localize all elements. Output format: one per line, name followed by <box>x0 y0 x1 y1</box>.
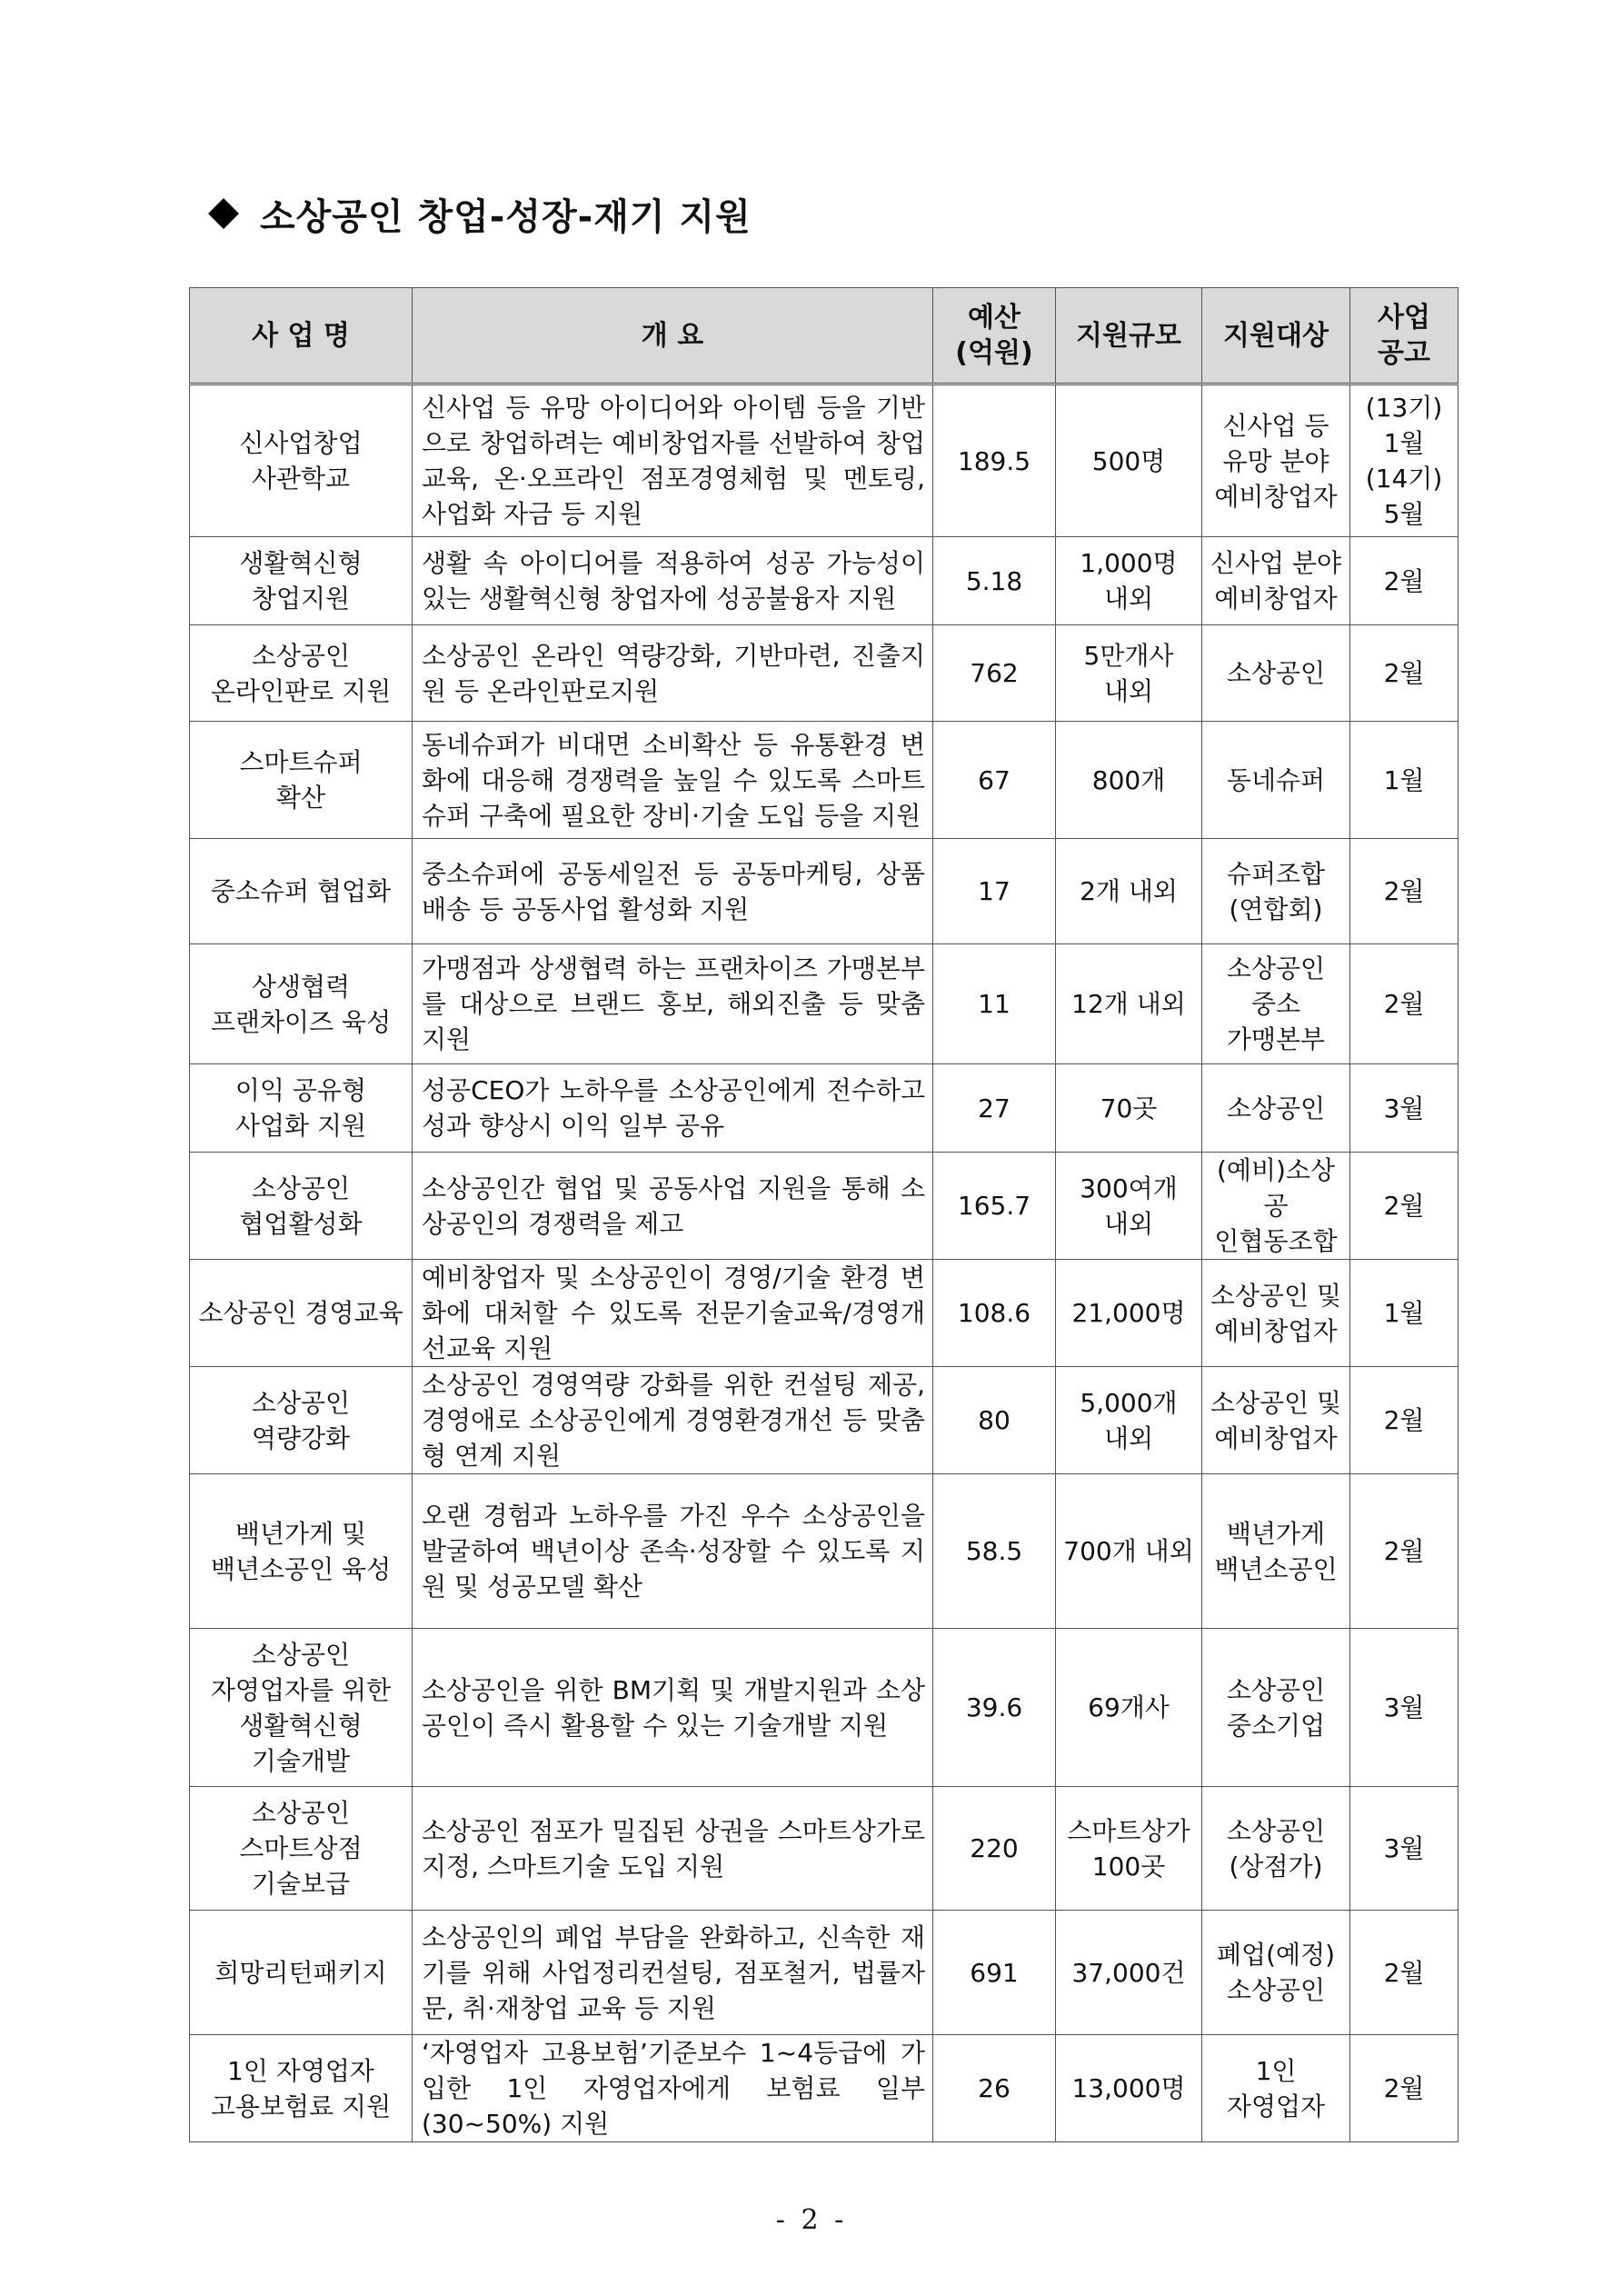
program-name-cell: 소상공인 협업활성화 <box>190 1153 413 1260</box>
support-target-cell: 폐업(예정) 소상공인 <box>1202 1911 1350 2035</box>
notice-month-cell: (13기) 1월 (14기) 5월 <box>1350 384 1459 537</box>
budget-cell: 58.5 <box>933 1474 1056 1629</box>
support-scale-cell: 13,000명 <box>1056 2035 1202 2142</box>
program-name-cell: 생활혁신형 창업지원 <box>190 537 413 625</box>
budget-cell: 691 <box>933 1911 1056 2035</box>
header-overview: 개 요 <box>413 288 933 384</box>
support-scale-cell: 2개 내외 <box>1056 839 1202 944</box>
table-row <box>190 1911 1459 2035</box>
support-target-cell: 동네슈퍼 <box>1202 722 1350 839</box>
notice-month-cell: 2월 <box>1350 839 1459 944</box>
table-row <box>190 1064 1459 1153</box>
page-number: - 2 - <box>775 2204 848 2236</box>
support-target-cell: 신사업 등 유망 분야 예비창업자 <box>1202 384 1350 537</box>
table-row <box>190 1153 1459 1260</box>
notice-month-cell: 3월 <box>1350 1787 1459 1911</box>
program-table <box>189 287 1459 2142</box>
notice-month-cell: 2월 <box>1350 1367 1459 1474</box>
program-overview-cell: 신사업 등 유망 아이디어와 아이템 등을 기반으로 창업하려는 예비창업자를 선발하여 창업교육, 온·오프라인 점포경영체험 및 멘토링, 사업화 자금 등 지원 <box>413 384 933 537</box>
program-name-cell: 중소슈퍼 협업화 <box>190 839 413 944</box>
program-name-cell: 소상공인 스마트상점 기술보급 <box>190 1787 413 1911</box>
budget-cell: 165.7 <box>933 1153 1056 1260</box>
program-name-cell: 1인 자영업자 고용보험료 지원 <box>190 2035 413 2142</box>
program-name-cell: 소상공인 경영교육 <box>190 1260 413 1367</box>
support-scale-cell: 500명 <box>1056 384 1202 537</box>
budget-cell: 26 <box>933 2035 1056 2142</box>
diamond-bullet-icon <box>208 198 239 229</box>
budget-cell: 762 <box>933 625 1056 722</box>
section-title-text: 소상공인 창업-성장-재기 지원 <box>260 195 752 238</box>
table-row <box>190 2035 1459 2142</box>
program-overview-cell: 성공CEO가 노하우를 소상공인에게 전수하고 성과 향상시 이익 일부 공유 <box>413 1064 933 1153</box>
section-title <box>207 182 752 245</box>
support-target-cell: 소상공인 중소기업 <box>1202 1629 1350 1787</box>
support-scale-cell: 300여개 내외 <box>1056 1153 1202 1260</box>
support-target-cell: 소상공인 (상점가) <box>1202 1787 1350 1911</box>
support-target-cell: 소상공인 <box>1202 625 1350 722</box>
program-overview-cell: 예비창업자 및 소상공인이 경영/기술 환경 변화에 대처할 수 있도록 전문기술교육/경영개선교육 지원 <box>413 1260 933 1367</box>
program-overview-cell: 소상공인 경영역량 강화를 위한 컨설팅 제공, 경영애로 소상공인에게 경영환경개선 등 맞춤형 연계 지원 <box>413 1367 933 1474</box>
budget-cell: 27 <box>933 1064 1056 1153</box>
support-target-cell: (예비)소상공 인협동조합 <box>1202 1153 1350 1260</box>
table-row <box>190 384 1459 537</box>
program-name-cell: 백년가게 및 백년소공인 육성 <box>190 1474 413 1629</box>
table-row <box>190 1474 1459 1629</box>
notice-month-cell: 3월 <box>1350 1064 1459 1153</box>
program-name-cell: 상생협력 프랜차이즈 육성 <box>190 944 413 1064</box>
support-scale-cell: 700개 내외 <box>1056 1474 1202 1629</box>
program-name-cell: 스마트슈퍼 확산 <box>190 722 413 839</box>
notice-month-cell: 2월 <box>1350 944 1459 1064</box>
support-scale-cell: 12개 내외 <box>1056 944 1202 1064</box>
support-target-cell: 소상공인 및 예비창업자 <box>1202 1367 1350 1474</box>
header-notice: 사업 공고 <box>1350 288 1459 384</box>
support-scale-cell: 스마트상가 100곳 <box>1056 1787 1202 1911</box>
support-scale-cell: 70곳 <box>1056 1064 1202 1153</box>
budget-cell: 108.6 <box>933 1260 1056 1367</box>
table-row <box>190 1260 1459 1367</box>
program-overview-cell: 생활 속 아이디어를 적용하여 성공 가능성이 있는 생활혁신형 창업자에 성공불융자 지원 <box>413 537 933 625</box>
support-target-cell: 신사업 분야 예비창업자 <box>1202 537 1350 625</box>
table-row <box>190 1367 1459 1474</box>
budget-cell: 189.5 <box>933 384 1056 537</box>
program-name-cell: 이익 공유형 사업화 지원 <box>190 1064 413 1153</box>
table-row <box>190 722 1459 839</box>
program-overview-cell: 소상공인의 폐업 부담을 완화하고, 신속한 재기를 위해 사업정리컨설팅, 점포철거, 법률자문, 취·재창업 교육 등 지원 <box>413 1911 933 2035</box>
table-row <box>190 944 1459 1064</box>
table-row <box>190 625 1459 722</box>
program-name-cell: 소상공인 온라인판로 지원 <box>190 625 413 722</box>
notice-month-cell: 1월 <box>1350 1260 1459 1367</box>
notice-month-cell: 2월 <box>1350 1153 1459 1260</box>
budget-cell: 80 <box>933 1367 1056 1474</box>
table-row <box>190 1787 1459 1911</box>
header-program-name: 사 업 명 <box>190 288 413 384</box>
program-overview-cell: 중소슈퍼에 공동세일전 등 공동마케팅, 상품배송 등 공동사업 활성화 지원 <box>413 839 933 944</box>
support-target-cell: 1인 자영업자 <box>1202 2035 1350 2142</box>
support-target-cell: 백년가게 백년소공인 <box>1202 1474 1350 1629</box>
support-scale-cell: 800개 <box>1056 722 1202 839</box>
support-target-cell: 소상공인 중소 가맹본부 <box>1202 944 1350 1064</box>
support-target-cell: 소상공인 <box>1202 1064 1350 1153</box>
program-name-cell: 소상공인 역량강화 <box>190 1367 413 1474</box>
budget-cell: 5.18 <box>933 537 1056 625</box>
header-support-scale: 지원규모 <box>1056 288 1202 384</box>
support-target-cell: 슈퍼조합 (연합회) <box>1202 839 1350 944</box>
budget-cell: 17 <box>933 839 1056 944</box>
notice-month-cell: 2월 <box>1350 2035 1459 2142</box>
header-support-target: 지원대상 <box>1202 288 1350 384</box>
header-budget: 예산 (억원) <box>933 288 1056 384</box>
program-overview-cell: 오랜 경험과 노하우를 가진 우수 소상공인을 발굴하여 백년이상 존속·성장할 수 있도록 지원 및 성공모델 확산 <box>413 1474 933 1629</box>
program-overview-cell: 가맹점과 상생협력 하는 프랜차이즈 가맹본부를 대상으로 브랜드 홍보, 해외진출 등 맞춤 지원 <box>413 944 933 1064</box>
budget-cell: 67 <box>933 722 1056 839</box>
program-overview-cell: ‘자영업자 고용보험’기준보수 1~4등급에 가입한 1인 자영업자에게 보험료 일부(30~50%) 지원 <box>413 2035 933 2142</box>
table-header-row <box>190 288 1459 384</box>
notice-month-cell: 1월 <box>1350 722 1459 839</box>
program-overview-cell: 소상공인간 협업 및 공동사업 지원을 통해 소상공인의 경쟁력을 제고 <box>413 1153 933 1260</box>
table-row <box>190 537 1459 625</box>
notice-month-cell: 3월 <box>1350 1629 1459 1787</box>
table-row <box>190 839 1459 944</box>
program-name-cell: 신사업창업 사관학교 <box>190 384 413 537</box>
support-scale-cell: 69개사 <box>1056 1629 1202 1787</box>
budget-cell: 39.6 <box>933 1629 1056 1787</box>
support-scale-cell: 37,000건 <box>1056 1911 1202 2035</box>
support-scale-cell: 5만개사 내외 <box>1056 625 1202 722</box>
program-overview-cell: 소상공인 온라인 역량강화, 기반마련, 진출지원 등 온라인판로지원 <box>413 625 933 722</box>
program-overview-cell: 소상공인을 위한 BM기획 및 개발지원과 소상공인이 즉시 활용할 수 있는 기술개발 지원 <box>413 1629 933 1787</box>
notice-month-cell: 2월 <box>1350 625 1459 722</box>
notice-month-cell: 2월 <box>1350 537 1459 625</box>
support-scale-cell: 21,000명 <box>1056 1260 1202 1367</box>
table-row <box>190 1629 1459 1787</box>
notice-month-cell: 2월 <box>1350 1911 1459 2035</box>
budget-cell: 11 <box>933 944 1056 1064</box>
budget-cell: 220 <box>933 1787 1056 1911</box>
support-scale-cell: 1,000명 내외 <box>1056 537 1202 625</box>
program-name-cell: 소상공인 자영업자를 위한 생활혁신형 기술개발 <box>190 1629 413 1787</box>
program-overview-cell: 동네슈퍼가 비대면 소비확산 등 유통환경 변화에 대응해 경쟁력을 높일 수 있도록 스마트슈퍼 구축에 필요한 장비·기술 도입 등을 지원 <box>413 722 933 839</box>
support-target-cell: 소상공인 및 예비창업자 <box>1202 1260 1350 1367</box>
program-name-cell: 희망리턴패키지 <box>190 1911 413 2035</box>
notice-month-cell: 2월 <box>1350 1474 1459 1629</box>
program-overview-cell: 소상공인 점포가 밀집된 상권을 스마트상가로 지정, 스마트기술 도입 지원 <box>413 1787 933 1911</box>
support-scale-cell: 5,000개 내외 <box>1056 1367 1202 1474</box>
